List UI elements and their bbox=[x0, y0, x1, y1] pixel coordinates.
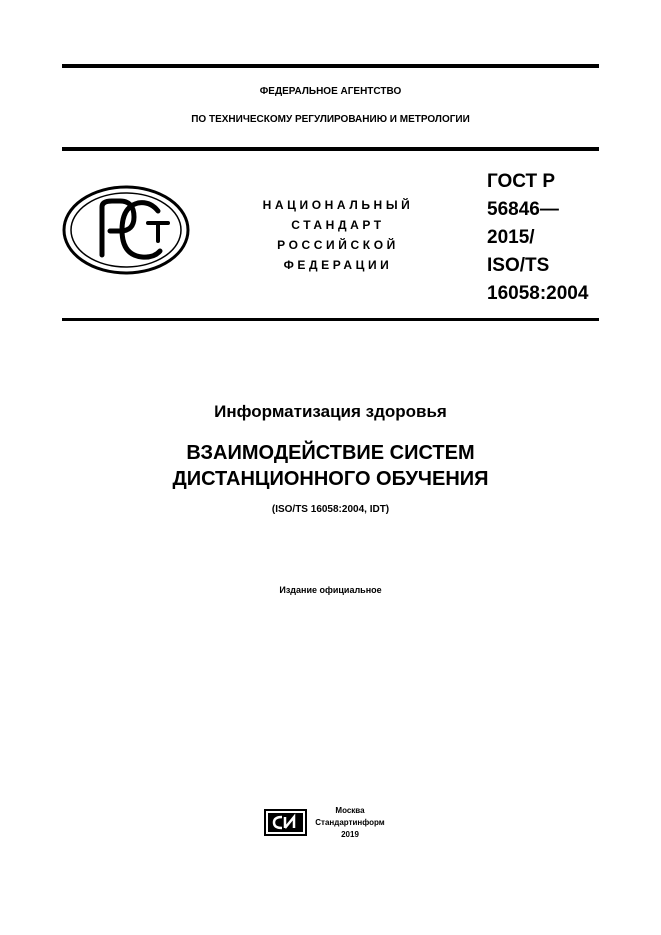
publisher-city: Москва bbox=[335, 806, 365, 815]
publisher-year: 2019 bbox=[341, 830, 359, 839]
standard-designation bbox=[487, 168, 588, 308]
designation-line-1: ГОСТ Р bbox=[487, 171, 556, 192]
agency-line-2: ПО ТЕХНИЧЕСКОМУ РЕГУЛИРОВАНИЮ И МЕТРОЛОГИИ bbox=[191, 114, 470, 125]
rst-certification-mark-icon bbox=[62, 185, 190, 275]
subject-title: Информатизация здоровья bbox=[214, 402, 447, 421]
national-line-1: НАЦИОНАЛЬНЫЙ bbox=[262, 198, 414, 212]
national-line-3: РОССИЙСКОЙ bbox=[277, 238, 399, 252]
designation-line-4: ISO/TS bbox=[487, 255, 550, 276]
designation-line-2: 56846— bbox=[487, 199, 559, 220]
standard-rule bbox=[62, 318, 599, 321]
publisher-name: Стандартинформ bbox=[315, 818, 385, 827]
designation-line-5: 16058:2004 bbox=[487, 283, 589, 304]
standartinform-logo-icon bbox=[264, 809, 307, 836]
edition-label: Издание официальное bbox=[279, 585, 382, 595]
agency-line-1: ФЕДЕРАЛЬНОЕ АГЕНТСТВО bbox=[259, 86, 402, 97]
national-line-2: СТАНДАРТ bbox=[291, 218, 385, 232]
top-rule bbox=[62, 64, 599, 68]
equivalence-note: (ISO/TS 16058:2004, IDT) bbox=[271, 504, 390, 515]
header-rule bbox=[62, 147, 599, 151]
main-title-line-1: ВЗАИМОДЕЙСТВИЕ СИСТЕМ bbox=[186, 442, 475, 464]
national-line-4: ФЕДЕРАЦИИ bbox=[283, 258, 393, 272]
main-title-line-2: ДИСТАНЦИОННОГО ОБУЧЕНИЯ bbox=[172, 468, 489, 490]
designation-line-3: 2015/ bbox=[487, 227, 535, 248]
